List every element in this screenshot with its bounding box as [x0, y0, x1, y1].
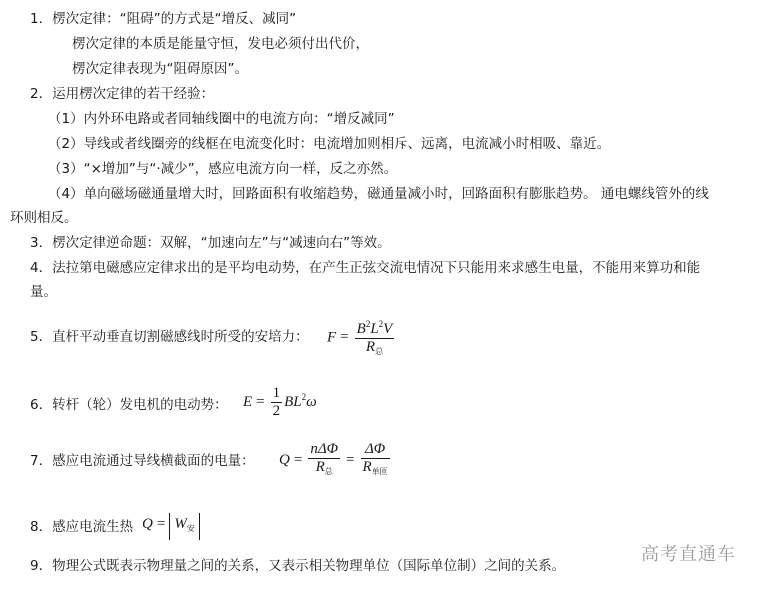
item-1: 1．楞次定律：“阻碍”的方式是“增反、减同”	[30, 11, 297, 27]
formula-6-lhs: E	[243, 393, 253, 410]
formula-5-num-b: B	[356, 321, 366, 337]
item-2-sub-4-line-1: （4）单向磁场磁通量增大时，回路面积有收缩趋势，磁通量减小时，回路面积有膨胀趋势。 通电螺线管外的线	[48, 186, 709, 202]
formula-5-lhs: F	[327, 329, 337, 346]
item-8-text: 8．感应电流生热	[30, 519, 134, 535]
formula-7-den-1-sub: 总	[324, 467, 333, 476]
formula-6-eq: =	[256, 393, 265, 410]
formula-8-w: W	[174, 516, 187, 532]
formula-5	[327, 316, 396, 360]
item-7-text: 7．感应电流通过导线横截面的电量：	[30, 453, 255, 469]
formula-7-fraction-2	[361, 441, 390, 480]
formula-5-num-b-sup: 2	[365, 319, 371, 329]
formula-5-den-sub: 总	[375, 347, 384, 356]
formula-6-bl-sup: 2	[301, 391, 307, 402]
item-2-sub-1: （1）内外环电路或者同轴线圈中的电流方向：“增反减同”	[48, 111, 395, 127]
item-2-sub-3: （3）“×增加”与“·减少”，感应电流方向一样，反之亦然。	[48, 161, 398, 177]
formula-8-w-sub: 安	[186, 524, 195, 533]
formula-6-numerator: 1	[272, 385, 281, 401]
formula-7-eq: =	[293, 451, 303, 468]
formula-5-denominator	[355, 339, 395, 360]
formula-7-denominator-1	[308, 459, 340, 480]
formula-8	[142, 513, 200, 540]
formula-5-fraction	[355, 316, 395, 360]
item-4-line-2: 量。	[30, 284, 57, 300]
formula-5-num-v: V	[383, 321, 393, 337]
formula-6-fraction	[271, 385, 283, 420]
item-6-text: 6．转杆（轮）发电机的电动势：	[30, 397, 228, 413]
formula-6-denominator: 2	[272, 403, 281, 419]
formula-8-lhs: Q	[142, 516, 153, 532]
item-1-note-b: 楞次定律表现为“阻碍原因”。	[72, 61, 248, 77]
formula-7-den-2-sub: 单匝	[371, 467, 388, 476]
formula-7-denominator-2	[361, 459, 390, 480]
formula-5-numerator	[355, 316, 395, 339]
watermark: 高考直通车	[641, 544, 736, 565]
formula-6-omega: ω	[306, 393, 317, 410]
item-1-note-a: 楞次定律的本质是能量守恒，发电必须付出代价，	[72, 36, 369, 52]
formula-8-abs	[169, 513, 200, 540]
formula-8-eq: =	[156, 516, 166, 532]
formula-7	[279, 441, 392, 480]
formula-6-bl: BL	[284, 393, 302, 410]
formula-6	[243, 385, 317, 420]
item-2-sub-2: （2）导线或者线圈旁的线框在电流变化时：电流增加则相斥、远离，电流减小时相吸、靠近。	[48, 136, 611, 152]
formula-7-numerator-2: ΔΦ	[361, 441, 390, 459]
item-3: 3．楞次定律逆命题：双解，“加速向左”与“减速向右”等效。	[30, 235, 391, 251]
formula-5-num-l: L	[370, 321, 379, 337]
item-2: 2．运用楞次定律的若干经验：	[30, 86, 215, 102]
formula-7-den-1-r: R	[315, 459, 325, 475]
formula-7-lhs: Q	[279, 451, 290, 468]
formula-7-fraction-1	[308, 441, 340, 480]
item-4-line-1: 4．法拉第电磁感应定律求出的是平均电动势，在产生正弦交流电情况下只能用来求感生电量，不能用来算功和能	[30, 260, 701, 276]
formula-7-den-2-r: R	[362, 459, 372, 475]
item-5-text: 5．直杆平动垂直切割磁感线时所受的安培力：	[30, 329, 309, 345]
item-9: 9．物理公式既表示物理量之间的关系，又表示相关物理单位（国际单位制）之间的关系。	[30, 558, 566, 574]
formula-5-den-r: R	[365, 339, 376, 355]
formula-5-num-l-sup: 2	[378, 319, 384, 329]
formula-5-eq: =	[340, 329, 349, 346]
formula-7-eq-2: =	[346, 451, 355, 468]
item-2-sub-4-line-2: 环则相反。	[10, 210, 78, 226]
formula-7-numerator-1: nΔΦ	[310, 441, 339, 457]
